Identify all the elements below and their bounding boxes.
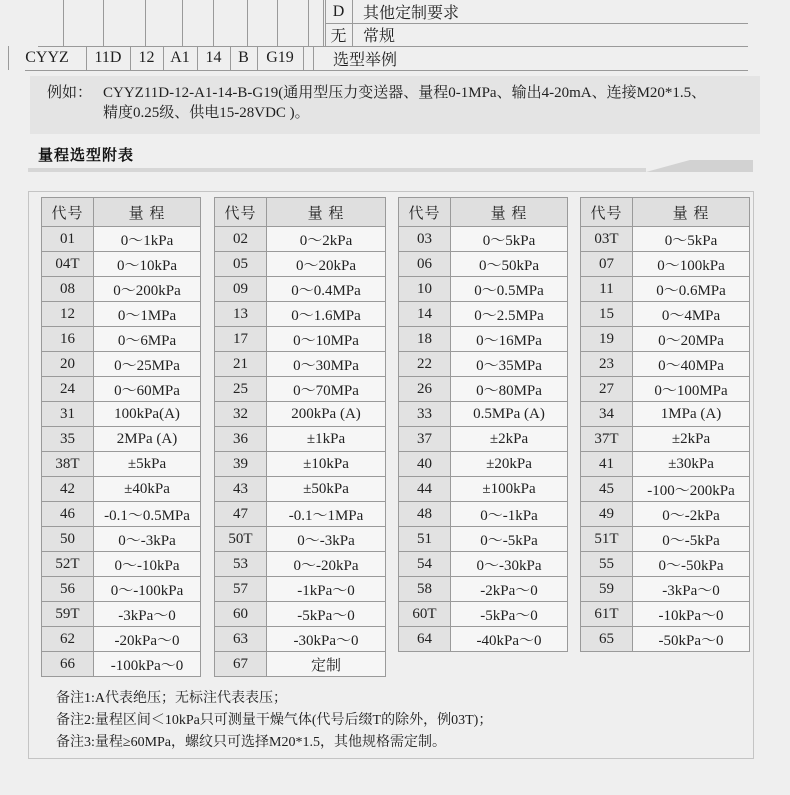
- example-line2: 精度0.25级、供电15-28VDC )。: [103, 105, 310, 121]
- code-cell: 59: [581, 577, 633, 602]
- range-cell: 0～10MPa: [267, 327, 386, 352]
- range-cell: 定制: [267, 652, 386, 677]
- table-row: [581, 602, 750, 627]
- table-row: [215, 377, 386, 402]
- table-row: [215, 327, 386, 352]
- model-cell-divider: [313, 46, 314, 70]
- header-row: [399, 198, 568, 227]
- model-code-cell: 14: [205, 49, 222, 66]
- range-cell: -2kPa～0: [451, 577, 568, 602]
- range-cell: ±10kPa: [267, 452, 386, 477]
- table-row: [215, 652, 386, 677]
- table-row: [581, 627, 750, 652]
- code-cell: 09: [215, 277, 267, 302]
- range-cell: 0～-1kPa: [451, 502, 568, 527]
- range-cell: 0～100MPa: [633, 377, 750, 402]
- table-row: [581, 527, 750, 552]
- range-cell: -10kPa～0: [633, 602, 750, 627]
- code-cell: 21: [215, 352, 267, 377]
- range-cell: 0～1kPa: [94, 227, 201, 252]
- code-cell: 07: [581, 252, 633, 277]
- range-cell: 0～-5kPa: [451, 527, 568, 552]
- ordering-example-box: [30, 76, 760, 134]
- range-cell: 1MPa (A): [633, 402, 750, 427]
- table-row: [399, 252, 568, 277]
- range-cell: -50kPa～0: [633, 627, 750, 652]
- code-cell: 50: [42, 527, 94, 552]
- range-cell: ±2kPa: [451, 427, 568, 452]
- table-row: [399, 377, 568, 402]
- table-row: [399, 402, 568, 427]
- code-cell: 12: [42, 302, 94, 327]
- code-cell: 25: [215, 377, 267, 402]
- table-row: [42, 652, 201, 677]
- column-tick: [63, 0, 64, 46]
- range-cell: ±2kPa: [633, 427, 750, 452]
- range-cell: 0～-10kPa: [94, 552, 201, 577]
- model-code-cell: G19: [266, 49, 294, 66]
- range-cell: 0～-5kPa: [633, 527, 750, 552]
- code-cell: 39: [215, 452, 267, 477]
- range-cell: -5kPa～0: [451, 602, 568, 627]
- notes-block: [56, 688, 492, 754]
- range-cell: -0.1～1MPa: [267, 502, 386, 527]
- option-desc: 其他定制要求: [363, 5, 460, 22]
- code-cell: 22: [399, 352, 451, 377]
- table-row: [42, 627, 201, 652]
- table-row: [42, 577, 201, 602]
- range-table-grid-2: [214, 197, 386, 677]
- range-cell: 2MPa (A): [94, 427, 201, 452]
- table-row: [215, 277, 386, 302]
- model-code-cell: CYYZ: [25, 49, 69, 66]
- range-cell: 0～4MPa: [633, 302, 750, 327]
- model-example-label: 选型举例: [333, 51, 398, 69]
- range-cell: 0～2.5MPa: [451, 302, 568, 327]
- range-cell: ±1kPa: [267, 427, 386, 452]
- code-cell: 13: [215, 302, 267, 327]
- code-cell: 37: [399, 427, 451, 452]
- range-cell: -20kPa～0: [94, 627, 201, 652]
- example-prefix: 例如：: [47, 85, 93, 101]
- range-table-2: [214, 197, 386, 677]
- table-row: [215, 427, 386, 452]
- range-cell: ±40kPa: [94, 477, 201, 502]
- option-desc: 常规: [363, 28, 396, 45]
- range-header: 量 程: [451, 198, 568, 227]
- table-row: [42, 402, 201, 427]
- range-cell: 0～1.6MPa: [267, 302, 386, 327]
- code-cell: 17: [215, 327, 267, 352]
- range-cell: -40kPa～0: [451, 627, 568, 652]
- range-table-1: [41, 197, 201, 677]
- range-cell: 0～6MPa: [94, 327, 201, 352]
- range-cell: 100kPa(A): [94, 402, 201, 427]
- table-row: [215, 602, 386, 627]
- code-cell: 52T: [42, 552, 94, 577]
- table-row: [399, 302, 568, 327]
- code-cell: 60: [215, 602, 267, 627]
- range-cell: 0～0.6MPa: [633, 277, 750, 302]
- range-cell: 0～2kPa: [267, 227, 386, 252]
- code-cell: 06: [399, 252, 451, 277]
- range-table-grid-4: [580, 197, 750, 652]
- table-row: [215, 302, 386, 327]
- range-cell: -30kPa～0: [267, 627, 386, 652]
- table-row: [399, 452, 568, 477]
- range-table-grid-3: [398, 197, 568, 652]
- column-tick: [247, 0, 248, 46]
- ribbon-underline: [28, 168, 646, 172]
- table-row: [42, 252, 201, 277]
- code-cell: 46: [42, 502, 94, 527]
- code-cell: 48: [399, 502, 451, 527]
- code-cell: 03: [399, 227, 451, 252]
- code-cell: 27: [581, 377, 633, 402]
- table-row: [581, 452, 750, 477]
- table-row: [215, 552, 386, 577]
- code-cell: 23: [581, 352, 633, 377]
- code-cell: 65: [581, 627, 633, 652]
- table-row: [215, 402, 386, 427]
- table-row: [399, 227, 568, 252]
- range-cell: -1kPa～0: [267, 577, 386, 602]
- table-row: [215, 527, 386, 552]
- table-row: [215, 227, 386, 252]
- model-code-cell: 12: [138, 49, 155, 66]
- range-cell: ±20kPa: [451, 452, 568, 477]
- code-cell: 44: [399, 477, 451, 502]
- range-cell: 0～-30kPa: [451, 552, 568, 577]
- table-row: [42, 452, 201, 477]
- code-cell: 63: [215, 627, 267, 652]
- option-code: 无: [330, 28, 347, 45]
- range-cell: 0～40MPa: [633, 352, 750, 377]
- table-row: [399, 527, 568, 552]
- code-header: 代号: [581, 198, 633, 227]
- table-row: [399, 427, 568, 452]
- range-cell: 0～35MPa: [451, 352, 568, 377]
- code-cell: 05: [215, 252, 267, 277]
- code-cell: 26: [399, 377, 451, 402]
- range-cell: ±50kPa: [267, 477, 386, 502]
- table-row: [215, 502, 386, 527]
- model-code-cell: B: [238, 49, 249, 66]
- code-cell: 45: [581, 477, 633, 502]
- range-cell: 0～-3kPa: [267, 527, 386, 552]
- range-cell: 0～10kPa: [94, 252, 201, 277]
- note-line: 备注2:量程区间＜10kPa只可测量干燥气体(代号后缀T的除外，例03T)；: [56, 713, 493, 728]
- divider: [25, 70, 748, 71]
- range-cell: 0～50kPa: [451, 252, 568, 277]
- code-cell: 53: [215, 552, 267, 577]
- range-cell: -100～200kPa: [633, 477, 750, 502]
- code-cell: 03T: [581, 227, 633, 252]
- table-row: [581, 352, 750, 377]
- table-row: [215, 252, 386, 277]
- column-tick: [145, 0, 146, 46]
- range-table-4: [580, 197, 750, 652]
- code-cell: 08: [42, 277, 94, 302]
- table-row: [42, 277, 201, 302]
- range-table-3: [398, 197, 568, 652]
- range-cell: -5kPa～0: [267, 602, 386, 627]
- code-header: 代号: [42, 198, 94, 227]
- table-row: [399, 477, 568, 502]
- code-header: 代号: [399, 198, 451, 227]
- table-row: [581, 377, 750, 402]
- code-cell: 62: [42, 627, 94, 652]
- model-selection-table: [0, 0, 790, 72]
- code-cell: 67: [215, 652, 267, 677]
- table-row: [581, 302, 750, 327]
- ribbon-swoosh: [646, 160, 753, 172]
- note-line: 备注1:A代表绝压；无标注代表表压；: [56, 691, 287, 706]
- range-cell: 0～-50kPa: [633, 552, 750, 577]
- table-row: [581, 252, 750, 277]
- range-cell: 0～70MPa: [267, 377, 386, 402]
- code-cell: 59T: [42, 602, 94, 627]
- code-cell: 41: [581, 452, 633, 477]
- table-row: [399, 352, 568, 377]
- range-cell: 0～25MPa: [94, 352, 201, 377]
- table-row: [215, 577, 386, 602]
- code-cell: 55: [581, 552, 633, 577]
- range-header: 量 程: [94, 198, 201, 227]
- range-cell: -3kPa～0: [94, 602, 201, 627]
- table-row: [581, 477, 750, 502]
- code-cell: 60T: [399, 602, 451, 627]
- range-header: 量 程: [633, 198, 750, 227]
- code-cell: 24: [42, 377, 94, 402]
- code-cell: 58: [399, 577, 451, 602]
- range-cell: 0～20MPa: [633, 327, 750, 352]
- model-cell-divider: [303, 46, 304, 70]
- column-tick: [323, 0, 324, 46]
- code-cell: 15: [581, 302, 633, 327]
- code-cell: 42: [42, 477, 94, 502]
- note-line: 备注3:量程≥60MPa，螺纹只可选择M20*1.5，其他规格需定制。: [56, 735, 446, 750]
- table-row: [42, 477, 201, 502]
- table-row: [399, 277, 568, 302]
- range-tables-panel: [28, 191, 754, 759]
- range-cell: 0～60MPa: [94, 377, 201, 402]
- range-cell: 0～-100kPa: [94, 577, 201, 602]
- table-row: [581, 327, 750, 352]
- range-cell: 0～0.4MPa: [267, 277, 386, 302]
- range-cell: 0～1MPa: [94, 302, 201, 327]
- table-row: [581, 502, 750, 527]
- code-cell: 51: [399, 527, 451, 552]
- table-row: [42, 527, 201, 552]
- section-title: 量程选型附表: [38, 148, 135, 164]
- code-header: 代号: [215, 198, 267, 227]
- table-row: [399, 627, 568, 652]
- table-row: [42, 352, 201, 377]
- table-row: [399, 602, 568, 627]
- code-cell: 19: [581, 327, 633, 352]
- code-cell: 34: [581, 402, 633, 427]
- range-cell: 0～0.5MPa: [451, 277, 568, 302]
- code-cell: 66: [42, 652, 94, 677]
- table-row: [42, 302, 201, 327]
- code-cell: 18: [399, 327, 451, 352]
- table-row: [42, 602, 201, 627]
- code-cell: 33: [399, 402, 451, 427]
- range-cell: 0～-3kPa: [94, 527, 201, 552]
- table-row: [42, 427, 201, 452]
- code-cell: 38T: [42, 452, 94, 477]
- range-cell: 200kPa (A): [267, 402, 386, 427]
- table-row: [581, 402, 750, 427]
- table-row: [581, 227, 750, 252]
- table-row: [581, 277, 750, 302]
- column-tick: [308, 0, 309, 46]
- range-cell: -0.1～0.5MPa: [94, 502, 201, 527]
- table-row: [215, 477, 386, 502]
- model-code-cell: A1: [170, 49, 190, 66]
- column-tick: [277, 0, 278, 46]
- range-cell: 0～16MPa: [451, 327, 568, 352]
- range-cell: 0～100kPa: [633, 252, 750, 277]
- table-row: [42, 552, 201, 577]
- table-row: [42, 502, 201, 527]
- table-row: [399, 577, 568, 602]
- range-table-grid-1: [41, 197, 201, 677]
- range-cell: 0～5kPa: [451, 227, 568, 252]
- code-cell: 64: [399, 627, 451, 652]
- example-line1: CYYZ11D-12-A1-14-B-G19(通用型压力变送器、量程0-1MPa、输出4-20mA、连接M20*1.5、: [103, 85, 707, 101]
- range-cell: 0～-2kPa: [633, 502, 750, 527]
- range-cell: 0～80MPa: [451, 377, 568, 402]
- code-cell: 31: [42, 402, 94, 427]
- code-cell: 16: [42, 327, 94, 352]
- code-cell: 11: [581, 277, 633, 302]
- range-cell: 0～20kPa: [267, 252, 386, 277]
- table-row: [215, 452, 386, 477]
- code-cell: 51T: [581, 527, 633, 552]
- code-cell: 02: [215, 227, 267, 252]
- code-cell: 54: [399, 552, 451, 577]
- code-cell: 20: [42, 352, 94, 377]
- range-header: 量 程: [267, 198, 386, 227]
- table-row: [581, 577, 750, 602]
- code-cell: 61T: [581, 602, 633, 627]
- range-cell: 0.5MPa (A): [451, 402, 568, 427]
- header-row: [581, 198, 750, 227]
- range-cell: 0～200kPa: [94, 277, 201, 302]
- code-cell: 14: [399, 302, 451, 327]
- table-row: [399, 502, 568, 527]
- table-row: [215, 352, 386, 377]
- range-cell: ±100kPa: [451, 477, 568, 502]
- code-cell: 56: [42, 577, 94, 602]
- code-cell: 35: [42, 427, 94, 452]
- column-tick: [182, 0, 183, 46]
- model-code-cell: 11D: [94, 49, 122, 66]
- table-row: [399, 552, 568, 577]
- code-cell: 32: [215, 402, 267, 427]
- code-cell: 36: [215, 427, 267, 452]
- code-cell: 47: [215, 502, 267, 527]
- table-row: [581, 552, 750, 577]
- table-row: [42, 327, 201, 352]
- table-row: [42, 377, 201, 402]
- range-cell: -3kPa～0: [633, 577, 750, 602]
- range-cell: ±30kPa: [633, 452, 750, 477]
- table-row: [581, 427, 750, 452]
- range-cell: 0～5kPa: [633, 227, 750, 252]
- option-code: D: [332, 2, 345, 20]
- code-cell: 40: [399, 452, 451, 477]
- header-row: [215, 198, 386, 227]
- code-cell: 50T: [215, 527, 267, 552]
- column-tick: [103, 0, 104, 46]
- code-cell: 10: [399, 277, 451, 302]
- header-row: [42, 198, 201, 227]
- column-tick: [213, 0, 214, 46]
- range-cell: -100kPa～0: [94, 652, 201, 677]
- code-cell: 04T: [42, 252, 94, 277]
- table-row: [399, 327, 568, 352]
- table-row: [42, 227, 201, 252]
- code-cell: 57: [215, 577, 267, 602]
- code-cell: 37T: [581, 427, 633, 452]
- range-cell: 0～-20kPa: [267, 552, 386, 577]
- code-cell: 01: [42, 227, 94, 252]
- range-cell: 0～30MPa: [267, 352, 386, 377]
- table-row: [215, 627, 386, 652]
- code-cell: 43: [215, 477, 267, 502]
- range-cell: ±5kPa: [94, 452, 201, 477]
- code-cell: 49: [581, 502, 633, 527]
